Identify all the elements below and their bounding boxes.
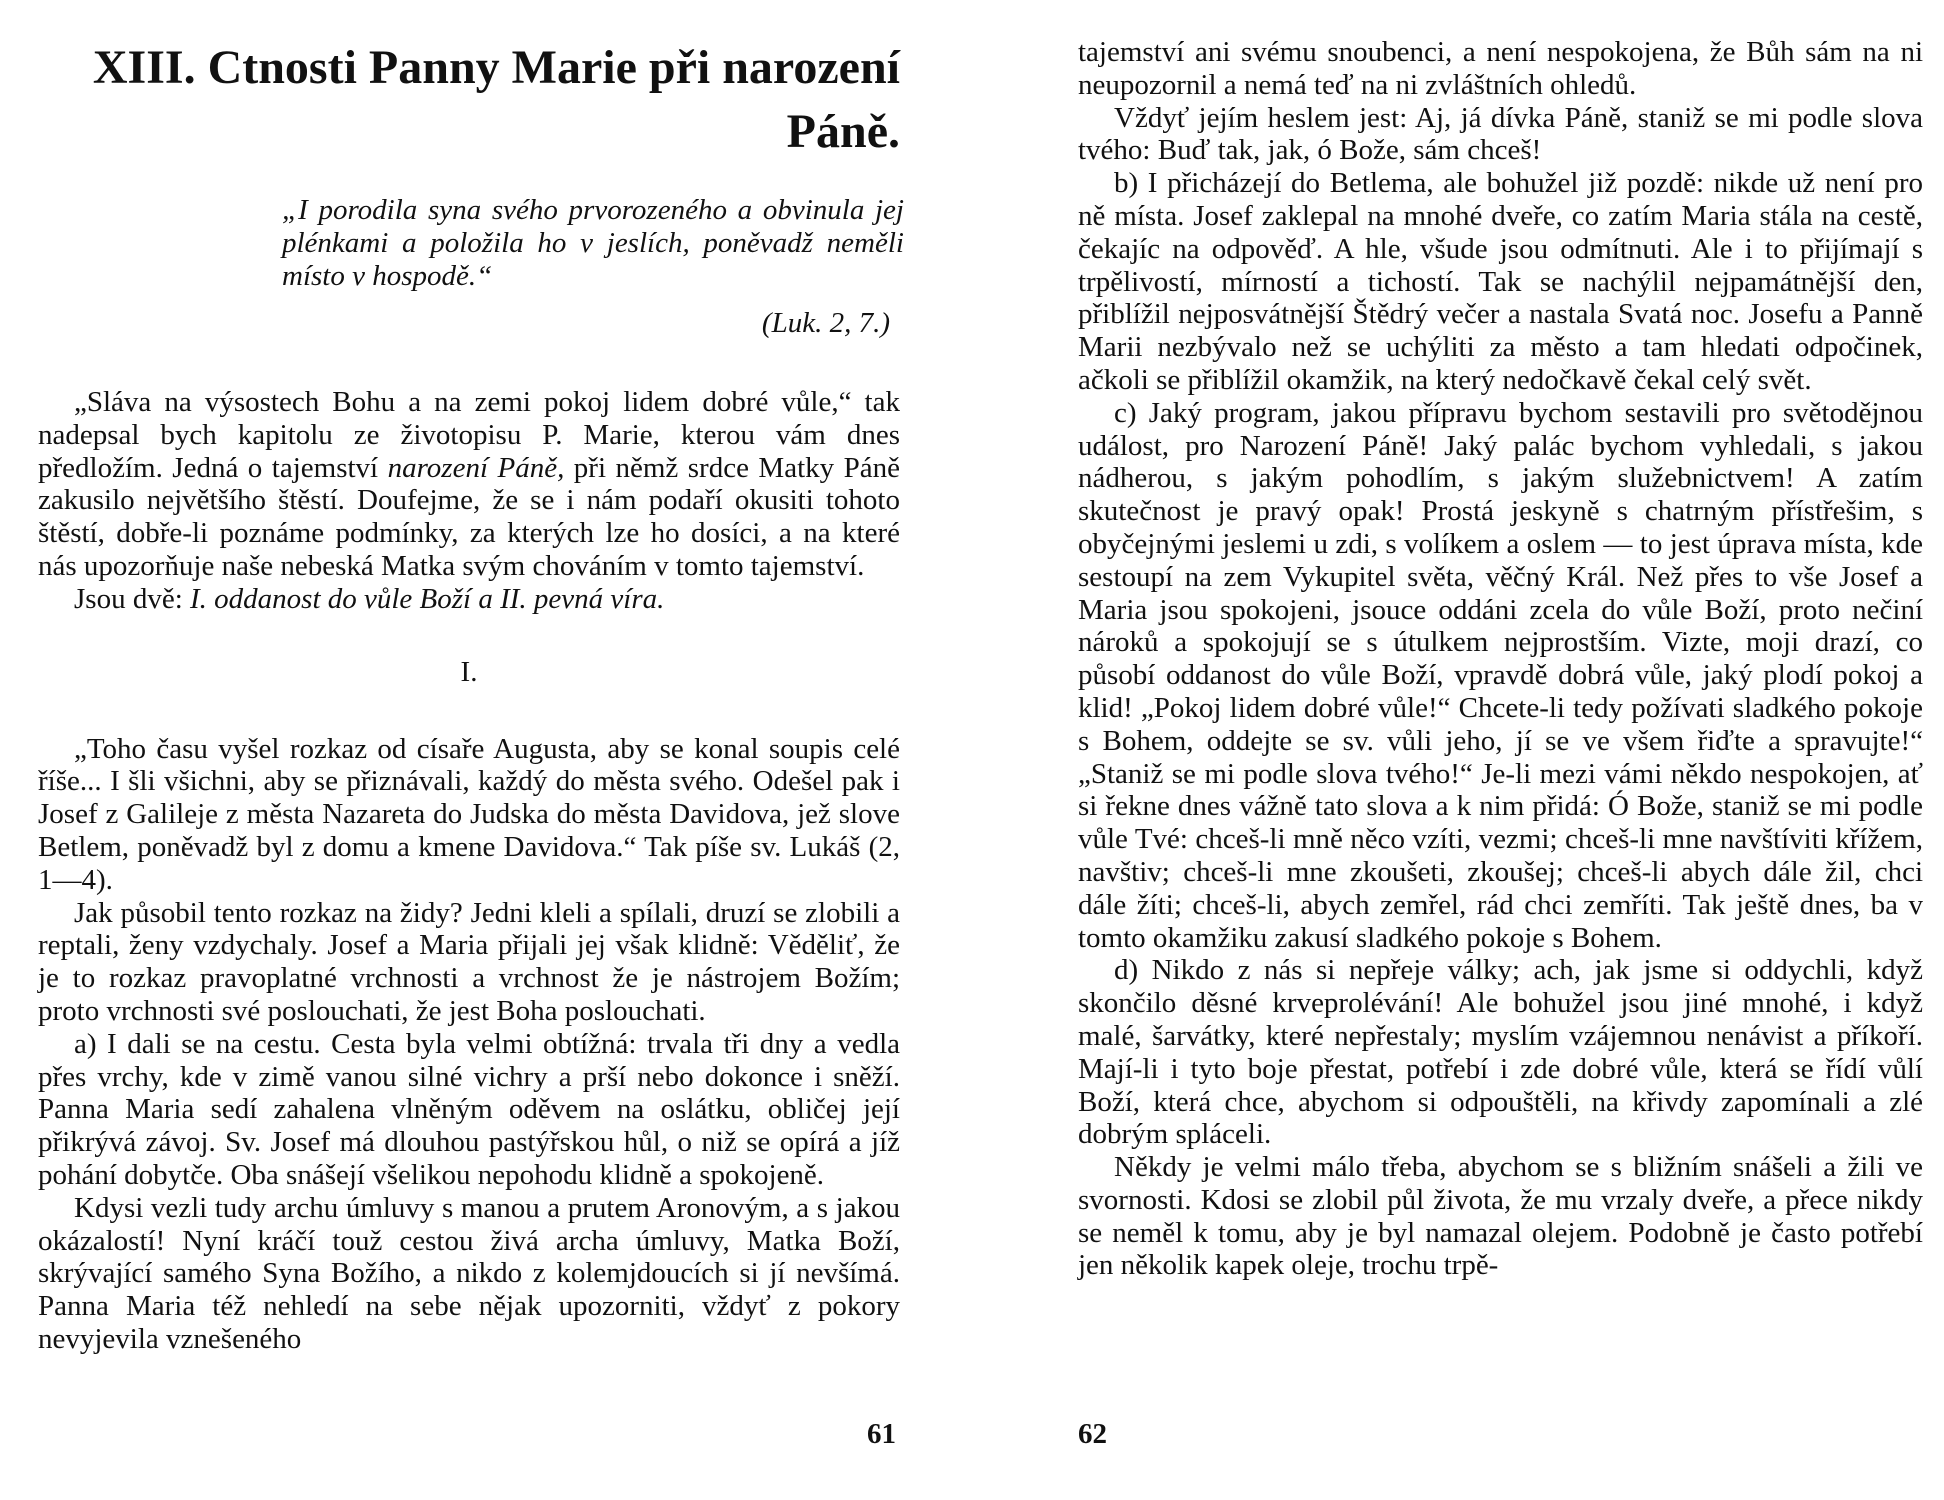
section-heading: I. <box>460 655 478 688</box>
paragraph: Jak působil tento rozkaz na židy? Jedni kleli a spílali, druzí se zlobili a reptali, ženy vzdychaly. Josef a Maria přijali jej však klidně: Věděliť, že je to rozkaz pravoplatné vrchnosti a vrchnost že je nástrojem Božím; proto vrchnosti své poslouchati, že jest Boha poslouchati. <box>38 896 900 1027</box>
virtues-lead: Jsou dvě: <box>74 582 190 615</box>
paragraph: Vždyť jejím heslem jest: Aj, já dívka Páně, staniž se mi podle slova tvého: Buď tak, jak, ó Bože, sám chceš! <box>1078 101 1923 167</box>
virtues-emphasis: I. oddanost do vůle Boží a II. pevná víra. <box>190 582 665 615</box>
intro-text-b: při němž srdce Matky Páně zakusilo největšího štěstí. Doufejme, že se i nám podaří okusiti tohoto štěstí, dobře-li poznáme podmínky, za kterých lze ho dosíci, a na které nás upozorňuje naše nebeská Matka svým chováním v tomto tajemství. <box>38 451 900 582</box>
right-page <box>1078 0 1923 1500</box>
paragraph: c) Jaký program, jakou přípravu bychom sestavili pro světodějnou událost, pro Narození Páně! Jaký palác bychom vyhledali, s jakou nádherou, s jakým pohodlím, s jakým služebnictvem! A zatím skutečnost je pravý opak! Prostá jeskyně s chatrným přístřešim, s obyčejnými jeslemi u zdi, s volíkem a oslem — to jest úprava místa, kde sestoupí na zem Vykupitel světa, věčný Král. Než přes to vše Josef a Maria jsou spokojeni, jsouce oddáni zcela do vůle Boží, proto nečiní nároků a spokojují se s útulkem nejprostším. Vizte, moji drazí, co působí oddanost do vůle Boží, vpravdě dobrá vůle, jaký plodí pokoj a klid! „Pokoj lidem dobré vůle!“ Chcete-li tedy požívati sladkého pokoje s Bohem, oddejte se sv. vůli jeho, jí se ve všem řiďte a spravujte!“ „Staniž se mi podle slova tvého!“ Je-li mezi vámi někdo nespokojen, ať si řekne dnes vážně tato slova a k nim přidá: Ó Bože, staniž se mi podle vůle Tvé: chceš-li mně něco vzíti, vezmi; chceš-li mne navštíviti křížem, navštiv; chceš-li mne zkoušeti, zkoušej; chceš-li abych dále žil, chci dále žíti; chceš-li, abych zemřel, rád chci zemříti. Tak ještě dnes, ba v tomto okamžiku zakusí sladkého pokoje s Bohem. <box>1078 396 1923 954</box>
paragraph-intro <box>38 386 900 583</box>
chapter-title: XIII. Ctnosti Panny Marie při narození Páně. <box>92 41 900 158</box>
paragraph: d) Nikdo z nás si nepřeje války; ach, jak jsme si oddychli, když skončilo děsné krveprolévání! Ale bohužel jsou jiné mnohé, i když malé, šarvátky, které nepřestaly; myslím vzájemnou nenávist a příkoří. Mají-li i tyto boje přestat, potřebí i zde dobré vůle, která se řídí vůlí Boží, která chce, abychom si odpouštěli, na křivdy zapomínali a zlé dobrým spláceli. <box>1078 954 1923 1151</box>
motto-citation: (Luk. 2, 7.) <box>761 307 890 339</box>
paragraph: Kdysi vezli tudy archu úmluvy s manou a prutem Aronovým, a s jakou okázalostí! Nyní kráčí touž cestou živá archa úmluvy, Matka Boží, skrývající samého Syna Božího, a nikdo z kolemjdoucích si jí nevšímá. Panna Maria též nehledí na sebe nějak upozorniti, vždyť z pokory nevyjevila vznešeného <box>38 1191 900 1355</box>
paragraph-continued: tajemství ani svému snoubenci, a není nespokojena, že Bůh sám na ni neupozornil a nemá teď na ni zvláštních ohledů. <box>1078 36 1923 101</box>
intro-emphasis: narození Páně, <box>387 451 565 484</box>
page-number: 61 <box>867 1418 896 1450</box>
paragraph: Někdy je velmi málo třeba, abychom se s bližním snášeli a žili ve svornosti. Kdosi se zlobil půl života, že mu vrzaly dveře, a přece nikdy se neměl k tomu, aby je byl namazal olejem. Podobně je často potřebí jen několik kapek oleje, trochu trpě- <box>1078 1151 1923 1282</box>
page-number: 62 <box>1078 1418 1107 1450</box>
intro-text-a: „Sláva na výsostech Bohu a na zemi pokoj lidem dobré vůle,“ tak nadepsal bych kapitolu ze životopisu P. Marie, kterou vám dnes předložím. Jedná o tajemství <box>38 386 900 484</box>
paragraph: „Toho času vyšel rozkaz od císaře Augusta, aby se konal soupis celé říše... I šli všichni, aby se přiznávali, každý do města svého. Odešel pak i Josef z Galileje z města Nazareta do Judska do města Davidova, jež slove Betlem, poněvadž byl z domu a kmene Davidova.“ Tak píše sv. Lukáš (2, 1—4). <box>38 732 900 896</box>
paragraph-two-virtues <box>38 583 900 616</box>
left-page <box>38 0 904 1500</box>
paragraph: a) I dali se na cestu. Cesta byla velmi obtížná: trvala tři dny a vedla přes vrchy, kde v zimě vanou silné vichry a prší nebo dokonce i sněží. Panna Maria sedí zahalena vlněným oděvem na oslátku, obličej její přikrývá závoj. Sv. Josef má dlouhou pastýřskou hůl, o niž se opírá a jíž pohání dobytče. Oba snášejí všelikou nepohodu klidně a spokojeně. <box>38 1027 900 1191</box>
paragraph: b) I přicházejí do Betlema, ale bohužel již pozdě: nikde už není pro ně místa. Josef zaklepal na mnohé dveře, co zatím Maria stála na cestě, čekajíc na odpověď. A hle, všude jsou odmítnuti. Ale i to přijímají s trpělivostí, mírností a tichostí. Tak se nachýlil nejpamátnější den, přiblížil nejposvátnější Štědrý večer a nastala Svatá noc. Josefu a Panně Marii nezbývalo než se uchýliti za město a tam hledati odpočinek, ačkoli se přiblížil okamžik, na který nedočkavě čekal celý svět. <box>1078 167 1923 396</box>
motto-quote: „I porodila syna svého prvorozeného a obvinula jej plénkami a položila ho v jeslích, poněvadž neměli místo v hospodě.“ <box>282 194 904 292</box>
